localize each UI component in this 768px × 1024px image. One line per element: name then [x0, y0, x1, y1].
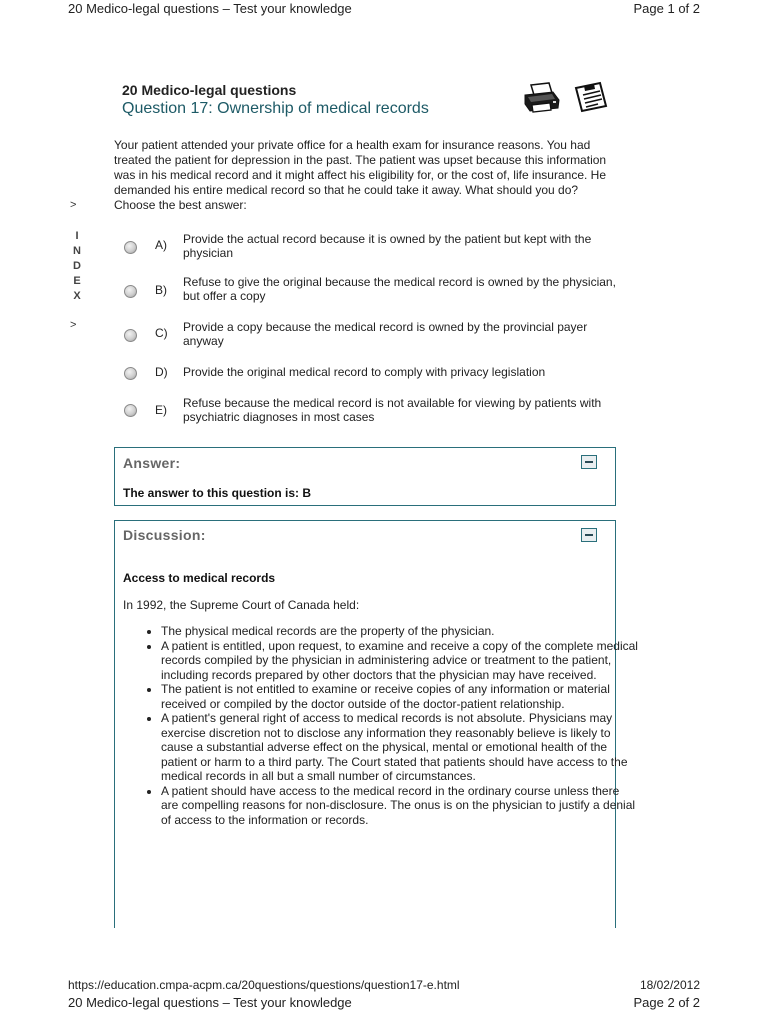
answer-heading: Answer: [123, 455, 181, 471]
discussion-subheading: Access to medical records [123, 571, 276, 585]
index-letter: E [73, 275, 81, 287]
discussion-collapse-button[interactable] [581, 528, 597, 542]
list-item: • The physical medical records are the property of the physician. [161, 624, 639, 639]
option-b[interactable] [124, 275, 624, 309]
list-item: • The patient is not entitled to examine or receive copies of any information or material received or compiled by the doctor outside of the doctor-patient relationship. [161, 682, 639, 711]
option-e-letter: E) [155, 403, 167, 417]
index-letter: X [73, 290, 81, 302]
option-b-letter: B) [155, 283, 167, 297]
footer-date: 18/02/2012 [639, 978, 700, 992]
option-c-text: Provide a copy because the medical record is owned by the provincial payer anyway [183, 320, 588, 348]
option-e[interactable] [124, 396, 624, 430]
answer-collapse-button[interactable] [581, 455, 597, 469]
discussion-bullets [123, 624, 639, 827]
notes-icon[interactable] [572, 80, 610, 114]
option-a-text: Provide the actual record because it is owned by the patient but kept with the physician [183, 232, 592, 260]
index-letter: D [73, 260, 81, 272]
option-d-text: Provide the original medical record to comply with privacy legislation [183, 365, 546, 379]
list-item: • A patient is entitled, upon request, to examine and receive a copy of the complete medical records compiled by the physician in administering advice or treatment to the patient, including records prepared by other doctors that the physician may have received. [161, 639, 639, 683]
quiz-name: 20 Medico-legal questions [122, 82, 297, 98]
option-a[interactable] [124, 232, 624, 266]
discussion-heading: Discussion: [123, 527, 206, 543]
option-a-letter: A) [155, 238, 167, 252]
print-icon[interactable] [522, 80, 562, 114]
page-header-number: Page 1 of 2 [633, 1, 700, 16]
answer-text: The answer to this question is: B [123, 486, 312, 500]
page-header-title: 20 Medico-legal questions – Test your knowledge [68, 1, 352, 16]
option-d[interactable] [124, 365, 624, 399]
option-b-radio[interactable] [124, 285, 137, 298]
footer-url: https://education.cmpa-acpm.ca/20questions/questions/question17-e.html [68, 978, 460, 992]
list-item: • A patient's general right of access to medical records is not absolute. Physicians may exercise discretion not to disclose any information they reasonably believe is likely to cause a substantial adverse effect on the physical, mental or emotional health of the patient or harm to a third party. The Court stated that patients should have access to the medical records in all but a small number of circumstances. [161, 711, 639, 784]
discussion-panel [114, 520, 638, 928]
option-c-letter: C) [155, 326, 168, 340]
index-prev-arrow[interactable]: > [70, 199, 77, 211]
option-d-letter: D) [155, 365, 168, 379]
footer-title: 20 Medico-legal questions – Test your knowledge [68, 995, 352, 1010]
option-c-radio[interactable] [124, 329, 137, 342]
option-b-text: Refuse to give the original because the medical record is owned by the physician, but offer a copy [183, 275, 616, 303]
answer-panel [114, 447, 616, 506]
index-letter: I [75, 230, 79, 242]
option-a-radio[interactable] [124, 241, 137, 254]
list-item: • A patient should have access to the medical record in the ordinary course unless there are compelling reasons for non-disclosure. The onus is on the physician to justify a denial of access to the information or records. [161, 784, 639, 828]
option-d-radio[interactable] [124, 367, 137, 380]
option-e-radio[interactable] [124, 404, 137, 417]
index-letter: N [73, 245, 81, 257]
question-text: Your patient attended your private office for a health exam for insurance reasons. You had treated the patient for depression in the past. The patient was upset because this information was in his medical record and it might affect his eligibility for, or the cost of, life insurance. He demanded his entire medical record so that he could take it away. What should you do? Choose the best answer: [114, 138, 607, 212]
discussion-intro: In 1992, the Supreme Court of Canada held: [123, 598, 360, 612]
question-title: Question 17: Ownership of medical records [122, 100, 429, 117]
index-tab[interactable] [72, 229, 82, 304]
option-c[interactable] [124, 320, 624, 354]
option-e-text: Refuse because the medical record is not available for viewing by patients with psychiatric diagnoses in most cases [183, 396, 602, 424]
index-next-arrow[interactable]: > [70, 319, 77, 331]
footer-page-number: Page 2 of 2 [633, 995, 700, 1010]
